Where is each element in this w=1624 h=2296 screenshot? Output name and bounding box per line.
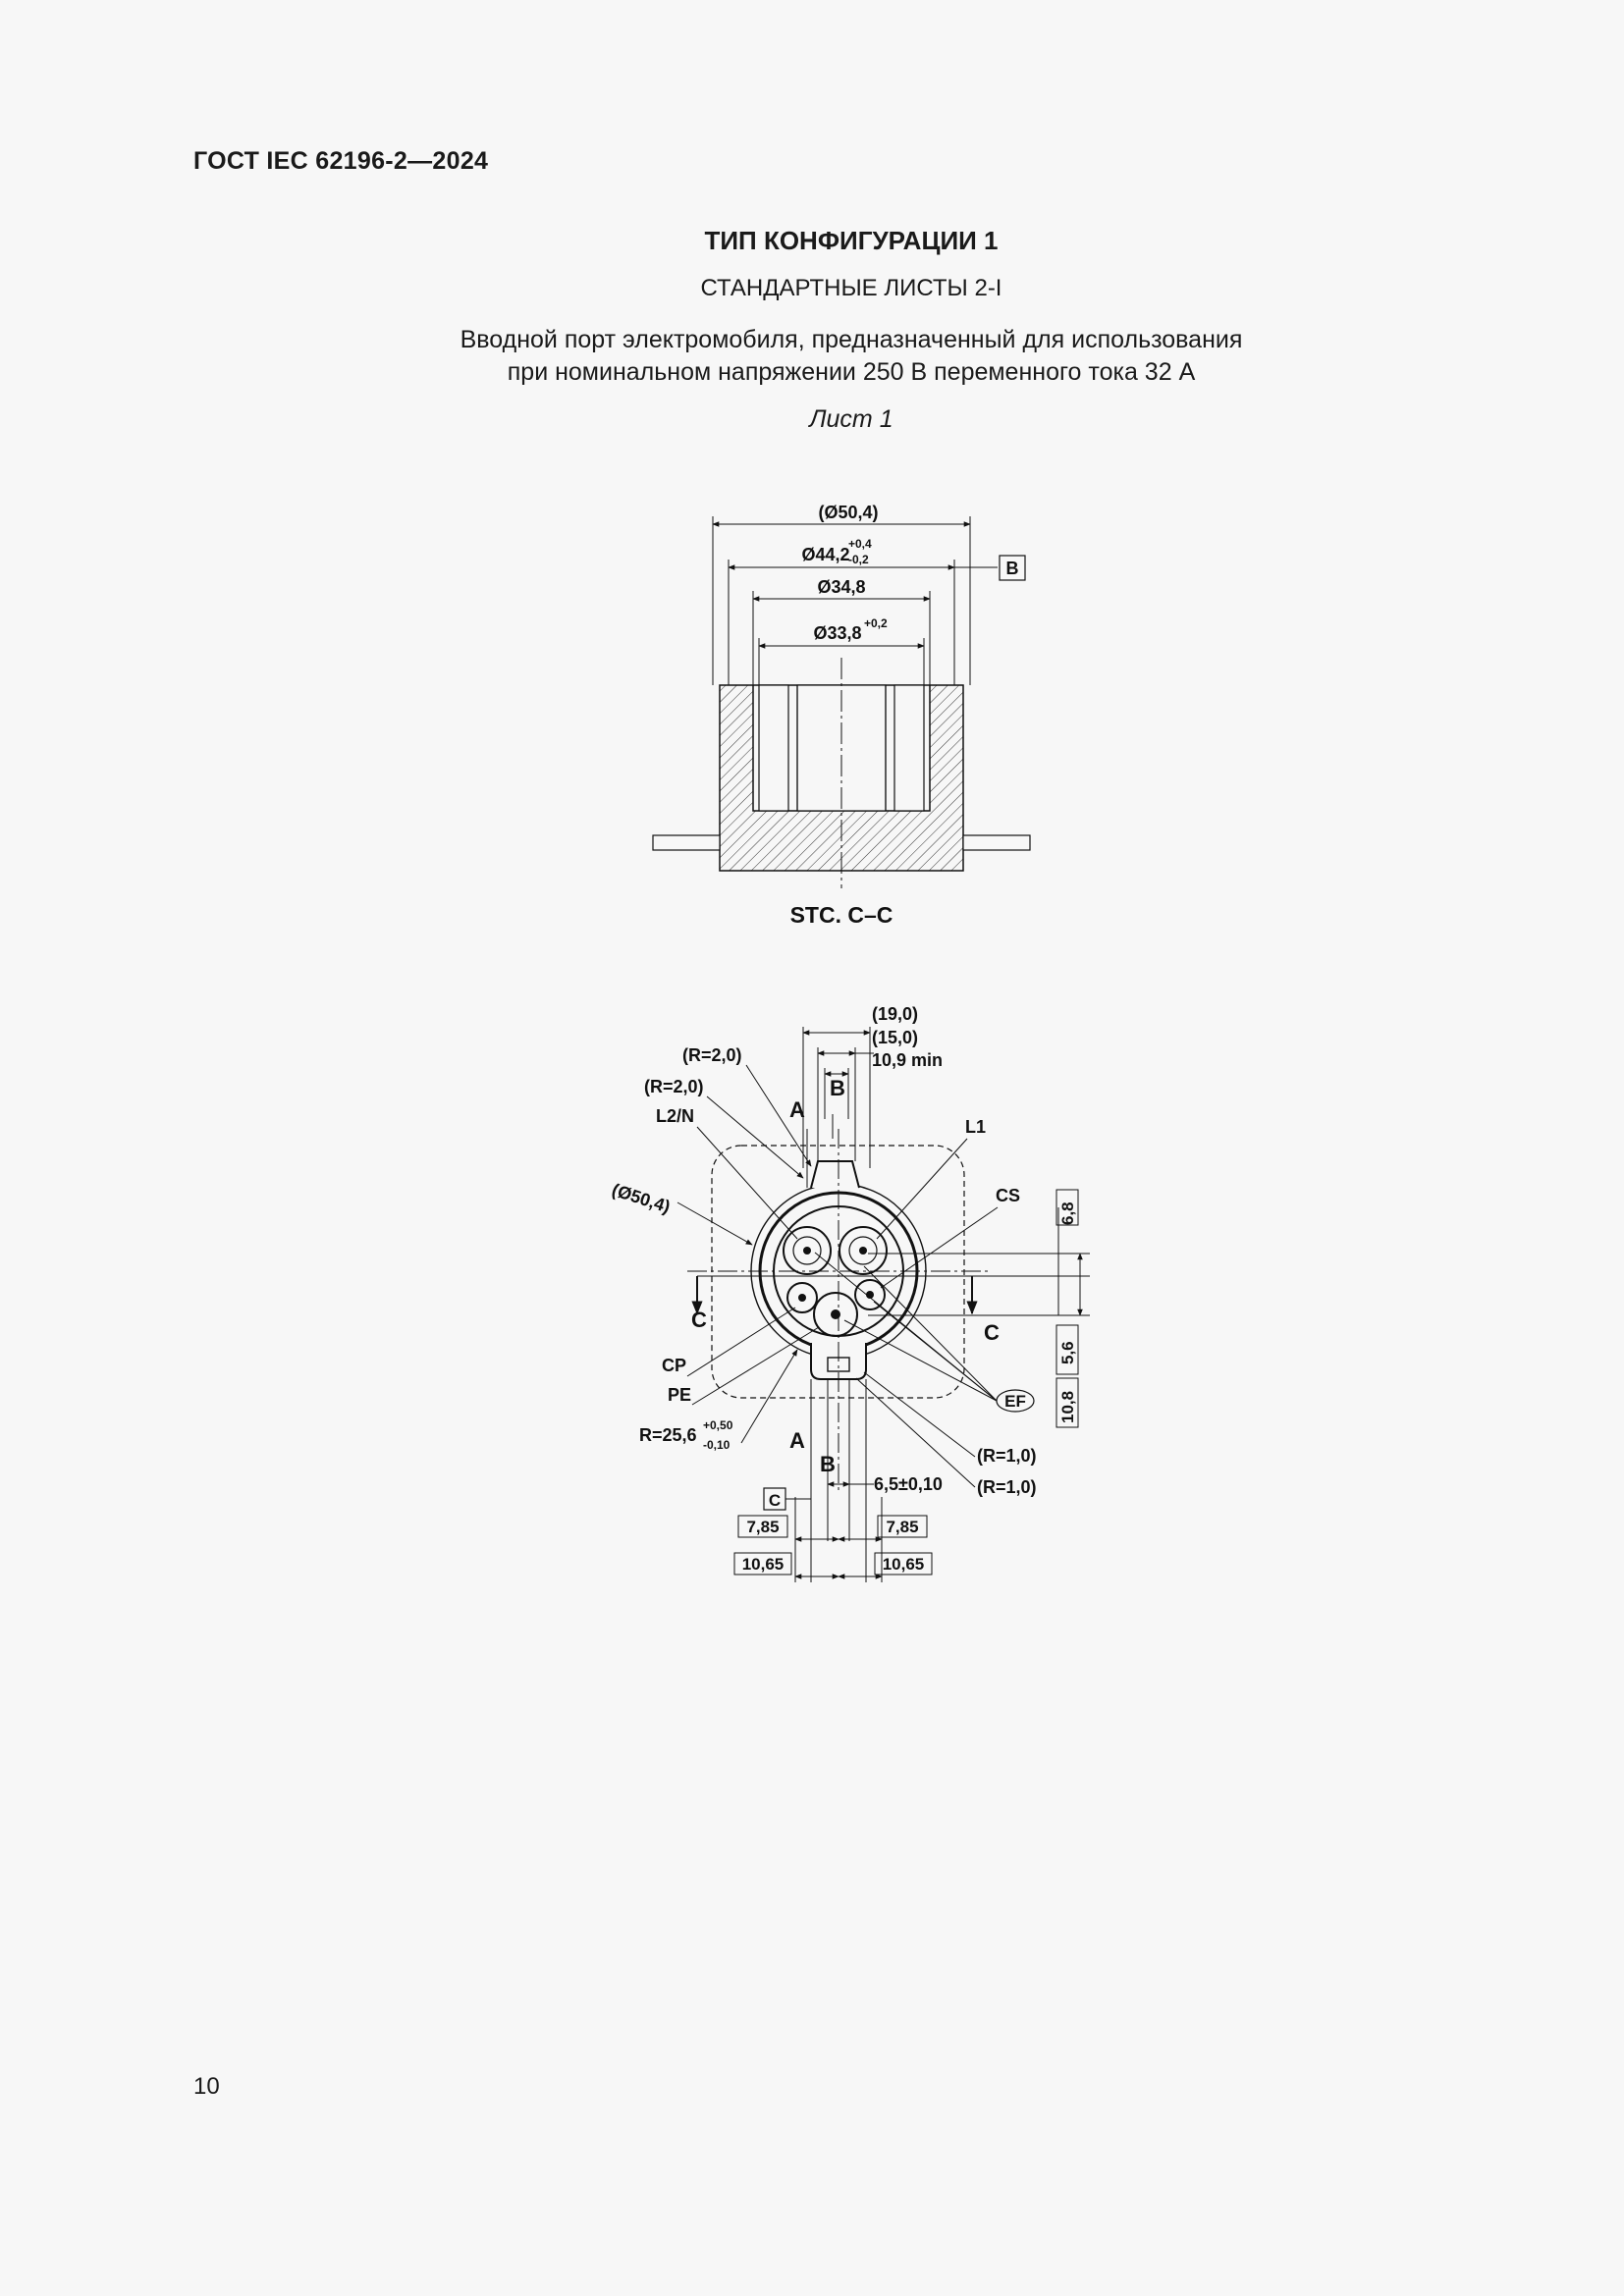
dim-w1065-right: 10,65 <box>882 1555 925 1574</box>
label-cp: CP <box>662 1356 687 1375</box>
dim-r256: R=25,6 <box>639 1425 697 1445</box>
flange-left <box>653 835 720 850</box>
datum-b: B <box>1005 559 1019 578</box>
label-ef: EF <box>1004 1392 1026 1411</box>
dim-r256-tol-up: +0,50 <box>703 1418 733 1432</box>
dim-w150: (15,0) <box>872 1028 919 1047</box>
front-view <box>610 1004 1090 1582</box>
dim-d442: Ø44,2 <box>801 545 850 564</box>
section-c-right: C <box>984 1320 1000 1345</box>
bore-left-outer <box>759 685 788 811</box>
label-pe: PE <box>668 1385 692 1405</box>
section-view <box>653 503 1030 928</box>
label-l2n: L2/N <box>656 1106 695 1126</box>
description-line-1: Вводной порт электромобиля, предназначенный для использования <box>460 326 1243 353</box>
section-b-bottom: B <box>820 1452 836 1476</box>
dim-d338: Ø33,8 <box>813 623 862 643</box>
dim-d338-tol: +0,2 <box>864 616 888 630</box>
dim-w190: (19,0) <box>872 1004 919 1024</box>
dim-d442-tol-dn: -0,2 <box>848 553 869 566</box>
dim-d348: Ø34,8 <box>817 577 866 597</box>
dim-w785-right: 7,85 <box>886 1518 919 1536</box>
latch-notch <box>811 1161 859 1188</box>
dim-r256-tol-dn: -0,10 <box>703 1438 731 1452</box>
dim-w785-left: 7,85 <box>746 1518 780 1536</box>
dim-w1065-left: 10,65 <box>741 1555 785 1574</box>
dim-d442-tol-up: +0,4 <box>848 537 872 551</box>
label-l1: L1 <box>965 1117 987 1137</box>
dim-d504: (Ø50,4) <box>818 503 879 522</box>
dim-r10a: (R=1,0) <box>977 1446 1037 1466</box>
page-number: 10 <box>193 2073 220 2100</box>
section-caption: STC. C–C <box>789 902 893 928</box>
dim-h68: 6,8 <box>1058 1201 1077 1225</box>
section-b-top: B <box>830 1076 845 1100</box>
dim-h56: 5,6 <box>1058 1341 1077 1364</box>
section-a-bottom: A <box>789 1428 805 1453</box>
section-a-top: A <box>789 1097 805 1122</box>
flange-right <box>963 835 1030 850</box>
dim-r20a: (R=2,0) <box>682 1045 742 1065</box>
datum-c: C <box>768 1491 782 1510</box>
dim-r10b: (R=1,0) <box>977 1477 1037 1497</box>
page-subtitle: СТАНДАРТНЫЕ ЛИСТЫ 2-I <box>700 275 1002 301</box>
label-cs: CS <box>996 1186 1021 1205</box>
dim-h108: 10,8 <box>1058 1390 1077 1423</box>
dim-d504-front: (Ø50,4) <box>609 1179 673 1217</box>
document-header: ГОСТ IEC 62196-2—2024 <box>193 147 489 175</box>
dim-w65: 6,5±0,10 <box>874 1474 943 1494</box>
description-line-2: при номинальном напряжении 250 В переменного тока 32 А <box>507 358 1196 386</box>
dim-r20b: (R=2,0) <box>644 1077 704 1096</box>
sheet-label: Лист 1 <box>809 405 893 433</box>
section-c-left: C <box>691 1308 707 1332</box>
page-title: ТИП КОНФИГУРАЦИИ 1 <box>704 226 999 255</box>
dim-w109: 10,9 min <box>872 1050 944 1070</box>
bore-right-outer <box>894 685 924 811</box>
